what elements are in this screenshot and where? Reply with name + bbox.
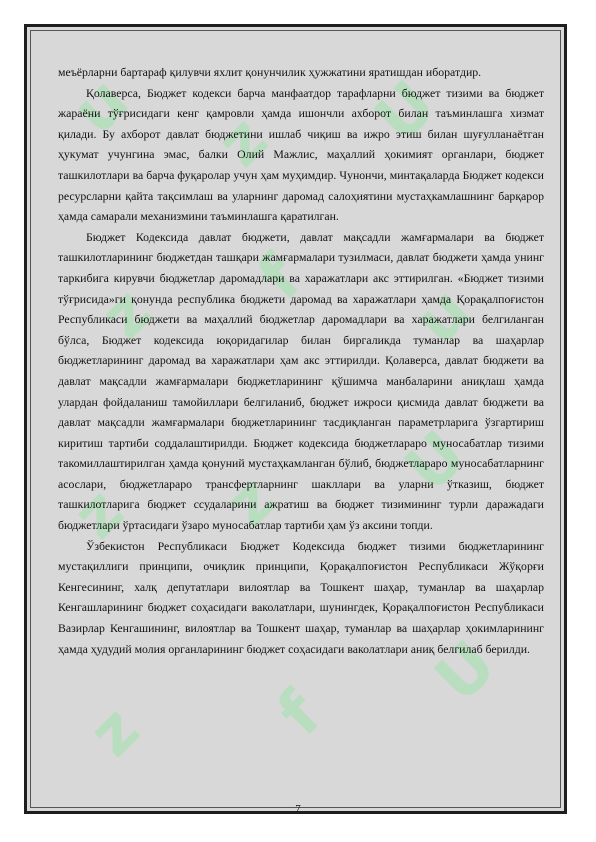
- paragraph: Қолаверса, Бюджет кодекси барча манфаатдор тарафларни бюджет тизими ва бюджет жараёни тўғрисидаги кенг қамровли ҳамда ишончли ахборот билан таъминлашга хизмат қилади. Бу ахборот давлат бюджетини ишлаб чиқиш ва ижро этиш билан шуғулланаётган ҳукумат учунгина эмас, балки Олий Мажлис, маҳаллий ҳокимият органлари, бюджет ташкилотлари ва барча фуқаролар учун ҳам муҳимдир. Чунончи, минтақаларда Бюджет кодекси ресурсларни қайта тақсимлаш ва уларнинг даромад салоҳиятини мустаҳкамлашнинг барқарор ҳамда самарали механизмини таъминлашга қаратилган.: [58, 85, 544, 224]
- watermark-letter: U: [421, 627, 511, 717]
- paragraph: меъёрларни бартараф қилувчи яхлит қонунчилик ҳужжатини яратишдан иборатдир.: [58, 65, 482, 79]
- paragraph: Бюджет Кодексида давлат бюджети, давлат мақсадли жамғармалари ва бюджет ташкилотларининг бюджетдан ташқари жамғармалари тузилмаси, давлат бюджети ҳамда унинг таркибига кирувчи бюджетлар даромадлари ва харажатлари акс эттирилган. «Бюджет тизими тўғрисида»ги қонунда республика бюджети даромад ва харажатлари ҳамда Қорақалпоғистон Республикаси бюджети ва маҳаллий бюджетлар даромадлари ва харажатлари белгиланган бўлса, Бюджет кодексида юқоридагилар билан биргаликда туманлар ва шаҳарлар бюджетларининг даромад ва харажатлари ҳам акс эттирилди. Қолаверса, давлат бюджети ва давлат мақсадли жамғармалари бюджетларининг қўшимча манбаларини аниқлаш ҳамда улардан фойдаланиш тамойиллари белгиланиб, бюджет ижроси қисмида давлат бюджети ва давлат мақсадли жамғармалари бюджетларининг тасдиқланган параметрларига ўзгартириш киритиш тартиби соддалаштирилди. Бюджет кодексида бюджетлараро муносабатлар тизими такомиллаштирилган ҳамда қонуний мустаҳкамланган бўлиб, бюджетлараро муносабатларнинг асослари, бюджетлараро трансфертларнинг шакллари ва уларни ўтказиш, бюджет ташкилотларига бюджет ссудаларини ажратиш ва бюджет тизимининг турли даражадаги бюджетлари ўртасидаги ўзаро муносабатлар тартиби ҳам ўз аксини топди.: [58, 229, 544, 533]
- watermark-letter: z: [87, 274, 166, 354]
- document-body: [58, 62, 544, 659]
- watermark-letter: z: [75, 692, 154, 772]
- watermark-letter: u: [58, 63, 144, 149]
- watermark-letter: z: [59, 474, 138, 554]
- watermark-letter: f: [263, 677, 336, 751]
- watermark-letter: z: [203, 102, 282, 182]
- watermark-letter: f: [243, 241, 316, 315]
- watermark-letter: U: [391, 417, 481, 507]
- page-number: 7: [295, 803, 301, 815]
- watermark-letter: u: [400, 273, 486, 359]
- watermark-letter: U: [361, 67, 451, 157]
- watermark-letter: z: [211, 462, 290, 542]
- paragraph: Ўзбекистон Республикаси Бюджет Кодексида бюджет тизими бюджетларининг мустақиллиги принципи, очиқлик принципи, Қорақалпоғистон Республикаси Жўқорғи Кенгесининг, халқ депутатлари вилоятлар ва Тошкент шаҳар, туманлар ва шаҳарлар Кенгашларининг бюджет соҳасидаги ваколатлари, шунингдек, Қорақалпоғистон Республикаси Вазирлар Кенгашининг, вилоятлар ва Тошкент шаҳар, туманлар ва шаҳарлар ҳокимларининг ҳамда ҳудудий молия органларининг бюджет соҳасидаги ваколатлари аниқ белгилаб берилди.: [58, 538, 544, 656]
